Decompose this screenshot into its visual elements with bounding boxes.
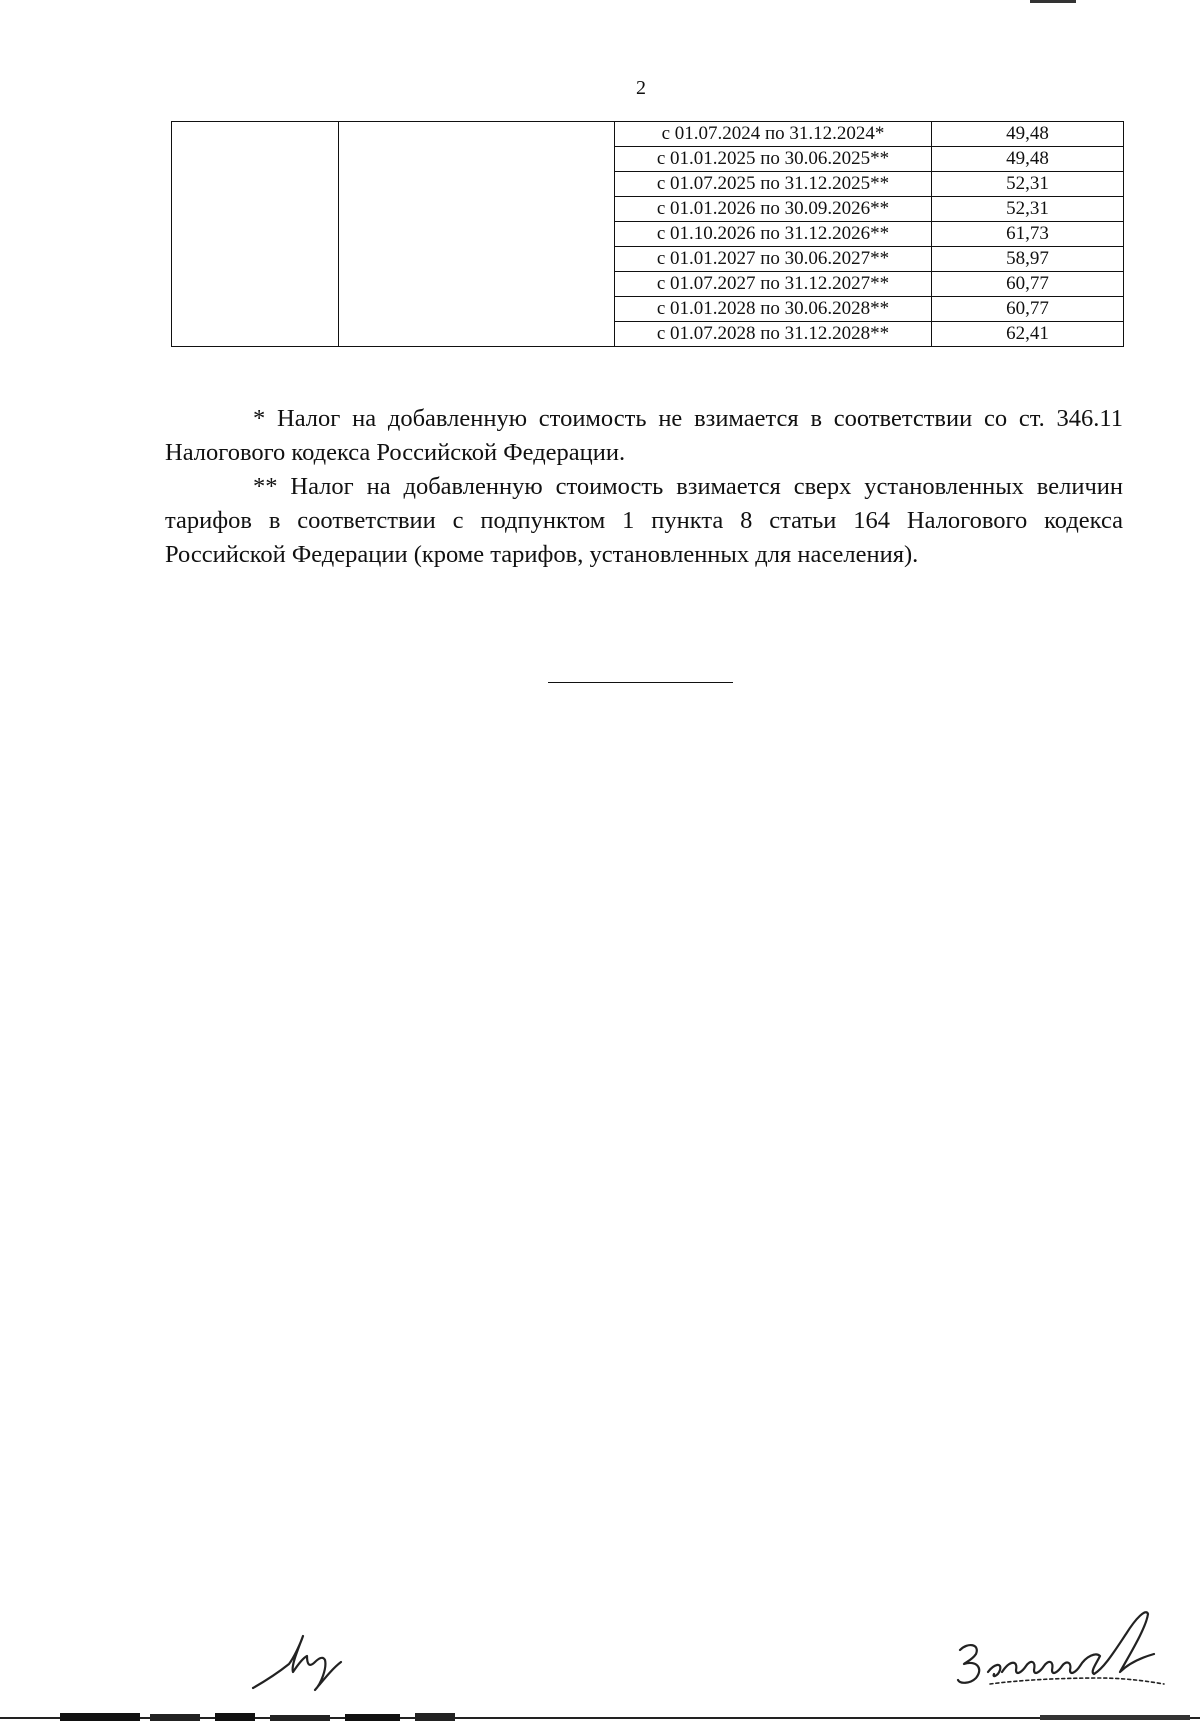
footnotes (165, 402, 1123, 572)
table-cell-value: 60,77 (932, 297, 1124, 322)
table-cell-period: с 01.01.2025 по 30.06.2025** (615, 147, 932, 172)
top-edge-mark (1030, 0, 1076, 3)
page-number: 2 (636, 77, 646, 99)
table-cell-period: с 01.10.2026 по 31.12.2026** (615, 222, 932, 247)
table-cell-value: 61,73 (932, 222, 1124, 247)
footnote-single-star: * Налог на добавленную стоимость не взимается в соответствии со ст. 346.11 Налогового кодекса Российской Федерации. (165, 405, 1123, 466)
table-cell-period: с 01.07.2028 по 31.12.2028** (615, 322, 932, 347)
signature-right (950, 1598, 1180, 1698)
table-cell-value: 58,97 (932, 247, 1124, 272)
closing-divider-line (548, 682, 733, 683)
table-cell-period: с 01.07.2027 по 31.12.2027** (615, 272, 932, 297)
tariff-table-body (172, 122, 1124, 347)
table-cell-empty-first (172, 122, 339, 347)
footnote-double-star: ** Налог на добавленную стоимость взимается сверх установленных величин тарифов в соответствии с подпунктом 1 пункта 8 статьи 164 Налогового кодекса Российской Федерации (кроме тарифов, установленных для населения). (165, 473, 1123, 568)
table-cell-empty-second (339, 122, 615, 347)
table-cell-value: 49,48 (932, 147, 1124, 172)
table-cell-value: 52,31 (932, 172, 1124, 197)
signature-left (245, 1628, 355, 1698)
table-cell-period: с 01.01.2026 по 30.09.2026** (615, 197, 932, 222)
table-row (172, 122, 1124, 147)
table-cell-value: 52,31 (932, 197, 1124, 222)
tariff-table (171, 121, 1124, 347)
table-cell-value: 49,48 (932, 122, 1124, 147)
scan-bottom-edge (0, 1713, 1200, 1721)
table-cell-value: 62,41 (932, 322, 1124, 347)
table-cell-period: с 01.01.2028 по 30.06.2028** (615, 297, 932, 322)
table-cell-value: 60,77 (932, 272, 1124, 297)
table-cell-period: с 01.07.2024 по 31.12.2024* (615, 122, 932, 147)
table-cell-period: с 01.07.2025 по 31.12.2025** (615, 172, 932, 197)
table-cell-period: с 01.01.2027 по 30.06.2027** (615, 247, 932, 272)
